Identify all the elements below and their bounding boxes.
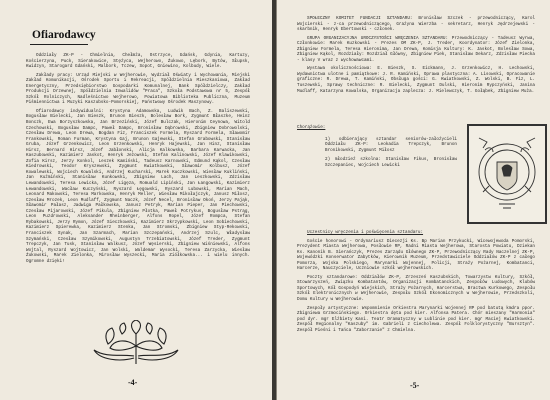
standard-bearers-title: Chorążowie: xyxy=(297,125,326,130)
emblem-frame xyxy=(467,124,547,224)
donors-workplaces-paragraph: Zakłady pracy: Urząd Miejski w Wejherowie, Wydział Oświaty i Wychowania, Miejski Zakład Komunikacji, Ośrodek Sportu i Rekreacji, Spółdzielnia Mieszkaniowa, Zakład Energetyczny, Przedsiębiorstwo Gospodarki Komunalnej, Bank Spółdzielczy, Zakład Produkcji Drzewnej, Spółdzielnia Inwalidów "Praca", Szkoła Podstawowa nr 5, Zespół Szkół Rolniczych, Nadleśnictwo Wejherowo, Powiatowa Biblioteka Publiczna, Muzeum Piśmiennictwa i Muzyki Kaszubsko-Pomorskiej, Państwowy Ośrodek Maszynowy. xyxy=(26,72,250,106)
standard-bearers-list xyxy=(325,137,457,169)
page-number-right: -5- xyxy=(410,381,420,390)
floral-tulip-ornament-icon xyxy=(86,320,186,366)
organizing-group-paragraph: GRUPA ORGANIZACYJNA UROCZYSTOŚCI WRĘCZENIA SZTANDARU: Przewodniczący - Tadeusz Wyrwa, Członkowie: Marek Kuzkowski - Prezes OM ZK-P, J. Treder, Koordynator: Józef Zielonka, Zbigniew Formela, Teresa Hieronima, Jan Drewa, Komisja Kultury: K. Jaskot, Bolesław Sowa, Zbigniew Kąkol, Rozdziały: Rozdział Główny, Zbigniew Piek, Stanisław Dekarz, Zdzisław Piecka - klasy V wraz z wychowawcami. xyxy=(297,35,535,63)
honorary-guests-paragraph: Goście honorowi - Ordynariusz Diecezji Ks. Bp Marian Przykucki, Wicewojewoda Pomorski, Prezydent Miasta Wejherowa, Posłowie RP, Radni Miasta Wejherowa, Starosta Powiatu, Dziekan Ks. Kanonik B. Sierańczyk, Prezes Zarządu Głównego ZK-P, Przewodniczący Rady Naczelnej ZK-P, Wojewódzki Konserwator Zabytków, Kierownik Muzeum, Przedstawiciele Oddziałów ZK-P z całego Pomorza, Wojska Polskiego, Marynarki Wojennej, Policji, Straży Pożarnej, Kombatanci, Harcerze, Nauczyciele, Uczniowie szkół wejherowskich. xyxy=(297,238,535,272)
flag-detachments-paragraph: Poczty sztandarowe: Oddziałów ZK-P, Zrzeszeń Kaszubskich, Towarzystw Kultury, Szkół, Stowarzyszeń, Związku Kombatantów, Organizacji Kombatanckich, Zespołów Ludowych, Klubów Sportowych, Kół Gospodyń Wiejskich, Straży Pożarnych, Harcerstwa, Bractwa Kurkowego, Zespołu Szkół Elektronicznych w Wejherowie, Zespołu Szkół Ekonomicznych w Wejherowie, Przedszkoli, Domu Kultury w Wejherowie. xyxy=(297,274,535,303)
artistic-groups-paragraph: Zespoły artystyczne: Wspomnienie Orkiestra Marynarki Wojennej RP pod batutą kmdra ppor. Zbigniewa Grzmocińskiego. Orkiestra dęta pod kier. Alfonsa Patera. Chór mieszany "Harmonia" pod dyr. mgr Elżbiety Kani. Teatr Dramatyczny w Lublinie pod kier. mgr Maciej Kwiatkowski. Zespół Regionalny "Kaszuby" im. Gabrieli z Ciecholewa. Zespół Folklorystyczny "Bursztyn". Zespół Pieśni i Tańca "Zaborzanie" z Chmielna. xyxy=(297,305,535,333)
standard-bearers-section xyxy=(297,125,457,172)
participants-heading: Uczestnicy wręczenia i poświęcenia sztandaru: xyxy=(307,230,424,235)
committee-text xyxy=(297,16,535,97)
page-title: Ofiarodawcy xyxy=(32,29,96,41)
griffin-eagle-coat-of-arms-icon xyxy=(469,126,545,222)
donors-branches-paragraph: Oddziały ZK-P - Chmielnia, Chełmża, Ostrzyce, Gdańsk, Gdynia, Kartuzy, Kościerzyna, Puck, Sierakowice, Stężyca, Wejherowo, Żukowo, Lębork, Bytów, Słupsk, Kwidzyn, Starogard Gdański, Malbork, Tczew, Sopot, Gniewino, Kolbudy, Wiele. xyxy=(26,53,250,70)
right-page xyxy=(276,0,550,400)
left-page xyxy=(0,0,274,400)
list-item: 1) odbierający sztandar seniorów-założycieli Oddziału ZK-P: Leokadia Trepczyk, Brunon Bronikowski, Zygmunt Miłosz xyxy=(325,136,457,153)
page-number-left: -4- xyxy=(128,378,138,387)
donors-individuals-paragraph: Ofiarodawcy indywidualni: Krystyna Adamowska, Ludwik Bach, Z. Baliszewski, Bogusław Bielecki, Jan Bieszk, Brunon Bieszk, Bolesław Bork, Zygmunt Błaszke, Heinz Bonczk, Ewa Borzyszkowska, Jan Brzeziński, Józef Bulczak, Hieronim Ceynowa, Witold Czechowski, Bogusław Dampc, Paweł Dampc, Bronisław Dąbrowski, Zbigniew Dobrowolski, Czesław Drewa, Leon Drewa, Bogdan Fiz, Franciszek Formela, Ryszard Formela, Sławomir Frankowski, Roman Furman, Krystyna Gaj, Brunon Gajewski, Stefan Grabowski, Stanisław Gruba, Józef Grzenkowicz, Leon Grzenkowski, Henryk Hajewski, Jan Hinz, Stanisław Hirsz, Bernard Hirsz, Józef Jabłonski, Alicja Kalkowska, Barbara Karwacka, Jan Kaszubowski, Kazimierz Jaskot, Henryk Jeżowski, Stefan Kalinowski, Józef Klawikowski, Zofia Kirsz, Jerzy Konkol, Leszek Kamiński, Tadeusz Karnowski, Edmund Kąkol, Czesław Kiedrowski, Teodor Kryszewski, Zygmunt Kwiatkowski, Sławomir Kolbusz, Józef Kowalewski, Wojciech Kowalski, Andrzej Kucharski, Marek Kuczkowski, Wiesław Kukliński, Jan Kuźmiński, Stanisław Kunkowski, Zbigniew Lach, Jan Leszkowski, Zdzisław Lewandowski, Teresa Lewicka, Józef Ligęza, Romuald Lipiński, Jan Łangowski, Kazimierz Łewandowski, Wacław Kuczyński, Ryszard Łęgowski, Ryszard Lubowski, Marian Mach, Leonard Makowski, Teresa Markowska, Henryk Meller, Wiesław Mikołajczyk, Janusz Miłosz, Czesław Mrozek, Leon Mudlaff, Zygmunt Naczk, Józef Necel, Bronisław Okoń, Jerzy Pająk, Sławomir Pałasz, Jadwiga Pałkowska, Janusz Petryk, Marian Pieper, Jan Piechowski, Czesław Pijarowski, Józef Pikula, Zbigniew Płotka, Paweł Potrykus, Bogusław Pstrąg, Leon Puzdrowski, Aleksander Rheinberger, Alfons Ropel, Józef Rompca, Stefan Rybakowski, Jerzy Rymon, Józef Sieczkowski, Kazimierz Skrzypkowski, Leon Sobiechowski, Kazimierz Spierewka, Kazimierz Stenka, Jan Stromski, Zbigniew Styp-Rekowski, Franciszek Synak, Jan Szarmach, Marian Szczepański, Andrzej Szulc, Władysław Szymański, Czesław Szymikowski, Augustyn Trzebiatowski, Józef Treder, Zygmunt Trepczyk, Jan Tusk, Stanisław Walkusz, Józef Węsierski, Zbigniew Wiśniewski, Alfons Wojtal, Ryszard Wojtowicz, Jan Wolski, Waldemar Wysocki, Teresa Zarzycka, Wiesław Żukowski, Marek Zielonka, Mirosław Wyszecki, Maria Ziółkowska... i wielu innych. Ogromne dzięki! xyxy=(26,108,250,264)
list-item: 2) młodzież szkolna: Stanisław Fikus, Bronisław Szczepaniec, Wojciech Lewicki xyxy=(325,157,457,168)
title-underline xyxy=(30,44,88,45)
services-paragraph: Wystawa okolicznościowa: E. Bieszk, S. Eickmann, J. Grzenkowicz, H. Lechowski, Wydawnictwa ulotne i pamiątkowe: J. R. Kamiński, Oprawa plastyczna: A. Lisowski, Opracowanie graficzne: R. Drewa, T. Kamiński, Obsługa gości: G. Kwiatkowski, Z. Wolski, B. Fiz, L. Tuszewski, Sprawy techniczne: R. Bielecki, Zygmunt Dulski, Hieronim Rypczyński, Janina Mudlaff, Katarzyna Kowalska, Organizacja zaplecza: J. Mielewczyk, T. Gołąbek, Zbigniew Muża. xyxy=(297,66,535,94)
committee-paragraph: SPOŁECZNY KOMITET FUNDACJI SZTANDARU: Bronisław Szczek - przewodniczący, Karol Wojcierski - z-ca przewodniczącego, Grażyna Wierzba - sekretarz, Henryk Jędrzejewski - skarbnik, Henryk Ebertowski - członek. xyxy=(297,16,535,33)
participants-text xyxy=(297,230,535,336)
donors-text xyxy=(26,53,250,267)
